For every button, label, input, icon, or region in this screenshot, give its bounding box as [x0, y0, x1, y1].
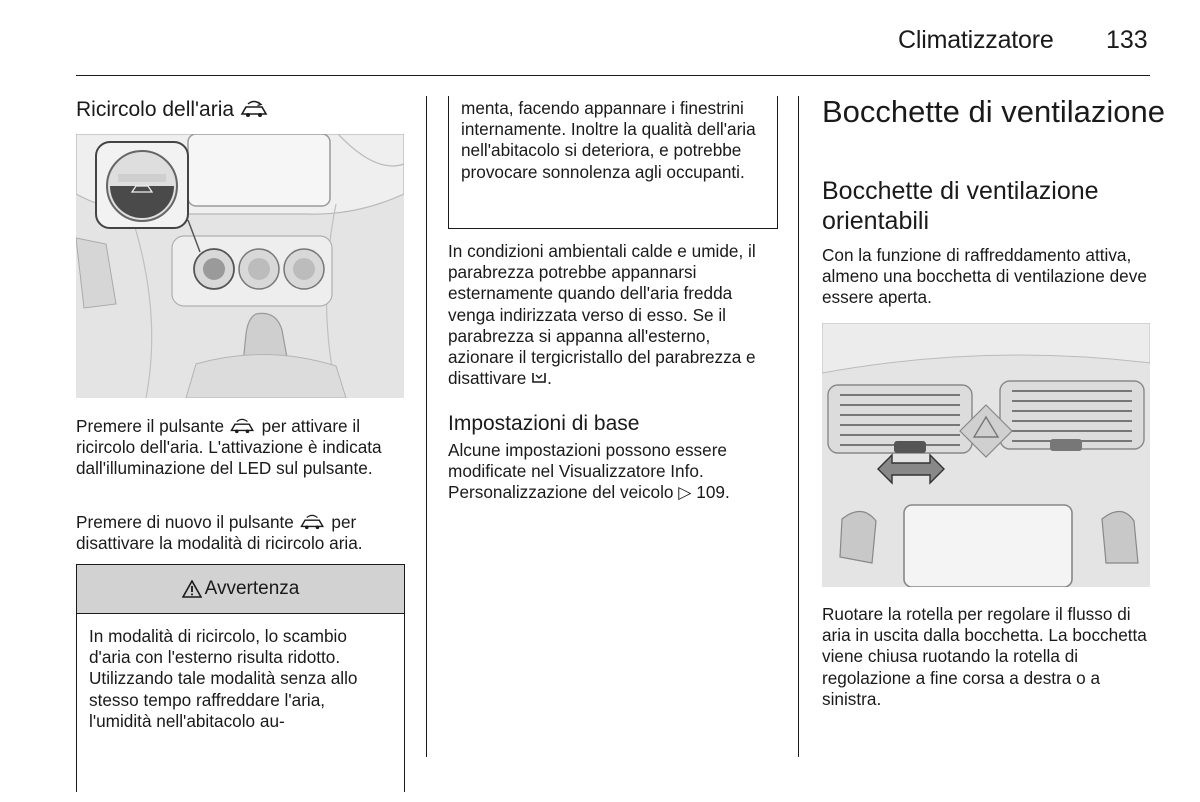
section-heading-base-settings: Impostazioni di base — [448, 412, 640, 435]
warning-text: In modalità di ricircolo, lo scambio d'aria con l'esterno risulta ridotto. Utilizzando tale modalità senza allo stesso tempo raffreddare l'aria, l'umidità nell'abitacolo au- — [89, 626, 358, 731]
paragraph-adjust-wheel: Ruotare la rotella per regolare il flusso di aria in uscita dalla bocchetta. La bocchetta viene chiusa ruotando la rotella di regolazione a fine corsa a destra o a sinistra. — [822, 604, 1147, 709]
recirculation-icon — [240, 100, 270, 118]
header-rule — [76, 75, 1150, 76]
air-conditioning-icon — [531, 370, 547, 386]
paragraph-vent-open: Con la funzione di raffreddamento attiva, almeno una bocchetta di ventilazione deve essere aperta. — [822, 245, 1147, 308]
column-rule-2 — [798, 96, 799, 757]
column-rule-1 — [426, 96, 427, 757]
warning-triangle-icon — [182, 580, 202, 598]
recirculation-icon — [299, 514, 327, 530]
paragraph-base-settings: Alcune impostazioni possono essere modificate nel Visualizzatore Info. Personalizzazione del veicolo ▷ 109. — [448, 440, 730, 503]
paragraph-activate-recirculation: Premere il pulsante per attivare il ricircolo dell'aria. L'attivazione è indicata dall'illuminazione del LED sul pulsante. — [76, 416, 382, 479]
running-header-title: Climatizzatore — [898, 26, 1054, 54]
air-vents-illustration — [822, 323, 1150, 587]
page-number: 133 — [1106, 26, 1148, 54]
chapter-title: Bocchette di ventilazione — [822, 94, 1165, 129]
section-heading-recirculation: Ricircolo dell'aria — [76, 97, 270, 123]
page-reference[interactable]: 109. — [696, 482, 730, 503]
warning-header — [77, 565, 404, 614]
warning-continuation-box — [448, 96, 778, 229]
paragraph-deactivate-recirculation: Premere di nuovo il pulsante per disattivare la modalità di ricircolo aria. — [76, 512, 363, 554]
paragraph-windscreen-fogging: In condizioni ambientali calde e umide, il parabrezza potrebbe appannarsi esternamente quando dell'aria fredda venga indirizzata verso di esso. Se il parabrezza si appanna all'esterno, azionare il tergicristallo del parabrezza e disattivare . — [448, 241, 756, 389]
section-title: Bocchette di ventilazione orientabili — [822, 177, 1099, 235]
dashboard-console-illustration — [76, 134, 404, 398]
recirculation-icon — [229, 418, 257, 434]
warning-box — [76, 564, 405, 792]
warning-title: Avvertenza — [204, 578, 300, 599]
warning-continuation-text: menta, facendo appannare i finestrini internamente. Inoltre la qualità dell'aria nell'abitacolo si deteriora, e potrebbe provocare sonnolenza agli occupanti. — [461, 98, 756, 182]
page-reference-arrow-icon: ▷ — [678, 482, 692, 503]
